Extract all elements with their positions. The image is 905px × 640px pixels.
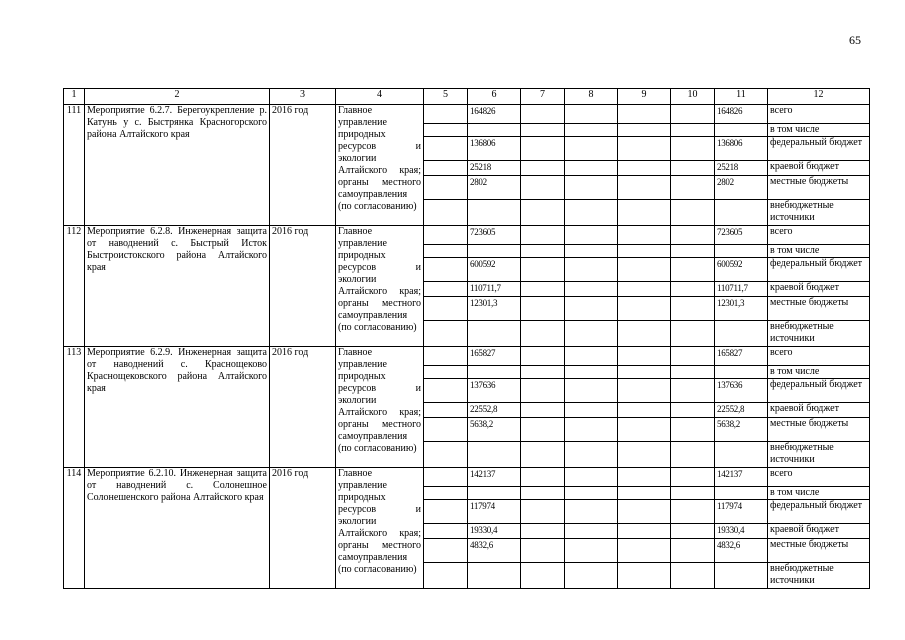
col9-cell — [618, 379, 671, 403]
col5-cell — [424, 418, 468, 442]
row-number: 114 — [64, 468, 85, 589]
table-row — [64, 226, 870, 245]
col11-amount — [715, 442, 768, 468]
col10-cell — [671, 137, 715, 161]
event-name: Мероприятие 6.2.8. Инженерная защита от наводнений с. Быстрый Исток Быстроистокского района Алтайского края — [85, 226, 270, 347]
col7-cell — [521, 403, 565, 418]
col6-amount: 2802 — [468, 176, 521, 200]
col7-cell — [521, 321, 565, 347]
col5-cell — [424, 321, 468, 347]
col6-amount: 117974 — [468, 500, 521, 524]
funding-source: в том числе — [768, 366, 870, 379]
page-number: 65 — [849, 33, 861, 47]
col10-cell — [671, 105, 715, 124]
col11-amount — [715, 321, 768, 347]
col6-amount: 723605 — [468, 226, 521, 245]
col9-cell — [618, 487, 671, 500]
funding-source: внебюджетные источники — [768, 200, 870, 226]
col11-amount — [715, 124, 768, 137]
col11-amount: 164826 — [715, 105, 768, 124]
funding-source: всего — [768, 105, 870, 124]
col7-cell — [521, 500, 565, 524]
col9-cell — [618, 563, 671, 589]
col8-cell — [565, 161, 618, 176]
row-number: 112 — [64, 226, 85, 347]
col6-amount — [468, 124, 521, 137]
col10-cell — [671, 200, 715, 226]
col8-cell — [565, 124, 618, 137]
col9-cell — [618, 161, 671, 176]
header-cell: 12 — [768, 89, 870, 105]
col10-cell — [671, 124, 715, 137]
col7-cell — [521, 487, 565, 500]
col8-cell — [565, 442, 618, 468]
col5-cell — [424, 563, 468, 589]
event-name: Мероприятие 6.2.10. Инженерная защита от наводнений с. Солонешное Солонешенского района Алтайского края — [85, 468, 270, 589]
col8-cell — [565, 500, 618, 524]
header-cell: 3 — [270, 89, 336, 105]
table-row — [64, 105, 870, 124]
col9-cell — [618, 468, 671, 487]
header-cell: 1 — [64, 89, 85, 105]
col5-cell — [424, 176, 468, 200]
col5-cell — [424, 226, 468, 245]
col7-cell — [521, 563, 565, 589]
col8-cell — [565, 258, 618, 282]
col6-amount — [468, 245, 521, 258]
col9-cell — [618, 200, 671, 226]
col10-cell — [671, 418, 715, 442]
col10-cell — [671, 500, 715, 524]
col6-amount: 137636 — [468, 379, 521, 403]
col11-amount — [715, 366, 768, 379]
col7-cell — [521, 366, 565, 379]
col9-cell — [618, 403, 671, 418]
col8-cell — [565, 321, 618, 347]
col8-cell — [565, 226, 618, 245]
funding-source: в том числе — [768, 245, 870, 258]
col5-cell — [424, 105, 468, 124]
col8-cell — [565, 524, 618, 539]
funding-source: всего — [768, 347, 870, 366]
col11-amount: 4832,6 — [715, 539, 768, 563]
event-executor: Главное управление природных ресурсов и экологии Алтайского края; органы местного самоуправления (по согласованию) — [336, 468, 424, 589]
event-year: 2016 год — [270, 468, 336, 589]
col5-cell — [424, 200, 468, 226]
header-cell: 5 — [424, 89, 468, 105]
col6-amount — [468, 200, 521, 226]
col8-cell — [565, 366, 618, 379]
header-cell: 7 — [521, 89, 565, 105]
col8-cell — [565, 468, 618, 487]
col9-cell — [618, 297, 671, 321]
col11-amount: 142137 — [715, 468, 768, 487]
col11-amount: 25218 — [715, 161, 768, 176]
header-cell: 8 — [565, 89, 618, 105]
col8-cell — [565, 137, 618, 161]
col10-cell — [671, 468, 715, 487]
budget-table — [63, 88, 870, 589]
funding-source: местные бюджеты — [768, 418, 870, 442]
col8-cell — [565, 487, 618, 500]
col8-cell — [565, 379, 618, 403]
col8-cell — [565, 105, 618, 124]
col8-cell — [565, 539, 618, 563]
col7-cell — [521, 258, 565, 282]
col10-cell — [671, 176, 715, 200]
col6-amount: 12301,3 — [468, 297, 521, 321]
col7-cell — [521, 161, 565, 176]
col6-amount: 25218 — [468, 161, 521, 176]
col9-cell — [618, 321, 671, 347]
header-cell: 11 — [715, 89, 768, 105]
col6-amount — [468, 563, 521, 589]
col11-amount — [715, 563, 768, 589]
col8-cell — [565, 347, 618, 366]
col8-cell — [565, 176, 618, 200]
col6-amount: 22552,8 — [468, 403, 521, 418]
col9-cell — [618, 245, 671, 258]
funding-source: в том числе — [768, 124, 870, 137]
col5-cell — [424, 282, 468, 297]
col9-cell — [618, 539, 671, 563]
col5-cell — [424, 468, 468, 487]
funding-source: краевой бюджет — [768, 282, 870, 297]
col7-cell — [521, 245, 565, 258]
header-cell: 6 — [468, 89, 521, 105]
col9-cell — [618, 418, 671, 442]
col5-cell — [424, 366, 468, 379]
col9-cell — [618, 137, 671, 161]
funding-source: краевой бюджет — [768, 161, 870, 176]
col9-cell — [618, 258, 671, 282]
col7-cell — [521, 524, 565, 539]
col10-cell — [671, 379, 715, 403]
col5-cell — [424, 347, 468, 366]
event-name: Мероприятие 6.2.9. Инженерная защита от наводнений с. Краснощеково Краснощековского района Алтайского края — [85, 347, 270, 468]
col8-cell — [565, 200, 618, 226]
funding-source: внебюджетные источники — [768, 321, 870, 347]
event-executor: Главное управление природных ресурсов и экологии Алтайского края; органы местного самоуправления (по согласованию) — [336, 105, 424, 226]
event-year: 2016 год — [270, 347, 336, 468]
col8-cell — [565, 418, 618, 442]
col7-cell — [521, 226, 565, 245]
col6-amount: 164826 — [468, 105, 521, 124]
col11-amount: 110711,7 — [715, 282, 768, 297]
col10-cell — [671, 403, 715, 418]
col5-cell — [424, 500, 468, 524]
col7-cell — [521, 379, 565, 403]
col10-cell — [671, 524, 715, 539]
event-year: 2016 год — [270, 105, 336, 226]
funding-source: местные бюджеты — [768, 539, 870, 563]
col7-cell — [521, 347, 565, 366]
col11-amount: 600592 — [715, 258, 768, 282]
funding-source: местные бюджеты — [768, 297, 870, 321]
col6-amount: 5638,2 — [468, 418, 521, 442]
event-executor: Главное управление природных ресурсов и экологии Алтайского края; органы местного самоуправления (по согласованию) — [336, 347, 424, 468]
col7-cell — [521, 297, 565, 321]
col11-amount: 137636 — [715, 379, 768, 403]
col5-cell — [424, 245, 468, 258]
col7-cell — [521, 539, 565, 563]
table-header — [64, 89, 870, 105]
col9-cell — [618, 500, 671, 524]
col11-amount — [715, 200, 768, 226]
col11-amount: 165827 — [715, 347, 768, 366]
col10-cell — [671, 442, 715, 468]
col10-cell — [671, 347, 715, 366]
col7-cell — [521, 105, 565, 124]
col9-cell — [618, 442, 671, 468]
funding-source: федеральный бюджет — [768, 258, 870, 282]
funding-source: внебюджетные источники — [768, 563, 870, 589]
col9-cell — [618, 282, 671, 297]
col10-cell — [671, 297, 715, 321]
col11-amount: 2802 — [715, 176, 768, 200]
funding-source: федеральный бюджет — [768, 379, 870, 403]
col8-cell — [565, 282, 618, 297]
row-number: 113 — [64, 347, 85, 468]
col7-cell — [521, 200, 565, 226]
funding-source: краевой бюджет — [768, 524, 870, 539]
col10-cell — [671, 245, 715, 258]
col6-amount — [468, 487, 521, 500]
col5-cell — [424, 379, 468, 403]
col8-cell — [565, 297, 618, 321]
col6-amount: 110711,7 — [468, 282, 521, 297]
col9-cell — [618, 347, 671, 366]
col5-cell — [424, 442, 468, 468]
col7-cell — [521, 282, 565, 297]
col8-cell — [565, 563, 618, 589]
col10-cell — [671, 161, 715, 176]
col10-cell — [671, 366, 715, 379]
col9-cell — [618, 226, 671, 245]
col7-cell — [521, 468, 565, 487]
col6-amount — [468, 321, 521, 347]
col5-cell — [424, 258, 468, 282]
row-number: 111 — [64, 105, 85, 226]
col6-amount: 165827 — [468, 347, 521, 366]
funding-source: всего — [768, 226, 870, 245]
col10-cell — [671, 321, 715, 347]
col5-cell — [424, 487, 468, 500]
col11-amount — [715, 245, 768, 258]
col10-cell — [671, 258, 715, 282]
col7-cell — [521, 442, 565, 468]
col6-amount: 600592 — [468, 258, 521, 282]
col6-amount: 4832,6 — [468, 539, 521, 563]
col9-cell — [618, 366, 671, 379]
col10-cell — [671, 282, 715, 297]
col6-amount: 19330,4 — [468, 524, 521, 539]
col5-cell — [424, 403, 468, 418]
table-row — [64, 468, 870, 487]
col7-cell — [521, 137, 565, 161]
col10-cell — [671, 226, 715, 245]
event-executor: Главное управление природных ресурсов и экологии Алтайского края; органы местного самоуправления (по согласованию) — [336, 226, 424, 347]
table-row — [64, 347, 870, 366]
col8-cell — [565, 403, 618, 418]
col9-cell — [618, 105, 671, 124]
funding-source: федеральный бюджет — [768, 500, 870, 524]
col10-cell — [671, 487, 715, 500]
header-cell: 10 — [671, 89, 715, 105]
col11-amount: 12301,3 — [715, 297, 768, 321]
col6-amount: 142137 — [468, 468, 521, 487]
col9-cell — [618, 524, 671, 539]
col5-cell — [424, 124, 468, 137]
col11-amount: 723605 — [715, 226, 768, 245]
col5-cell — [424, 161, 468, 176]
col7-cell — [521, 176, 565, 200]
col11-amount — [715, 487, 768, 500]
col5-cell — [424, 539, 468, 563]
header-cell: 4 — [336, 89, 424, 105]
col11-amount: 5638,2 — [715, 418, 768, 442]
funding-source: федеральный бюджет — [768, 137, 870, 161]
header-cell: 9 — [618, 89, 671, 105]
event-year: 2016 год — [270, 226, 336, 347]
funding-source: всего — [768, 468, 870, 487]
header-cell: 2 — [85, 89, 270, 105]
col11-amount: 136806 — [715, 137, 768, 161]
col7-cell — [521, 418, 565, 442]
col7-cell — [521, 124, 565, 137]
col6-amount: 136806 — [468, 137, 521, 161]
funding-source: местные бюджеты — [768, 176, 870, 200]
col5-cell — [424, 137, 468, 161]
col10-cell — [671, 563, 715, 589]
col9-cell — [618, 176, 671, 200]
funding-source: краевой бюджет — [768, 403, 870, 418]
funding-source: внебюджетные источники — [768, 442, 870, 468]
col6-amount — [468, 442, 521, 468]
col9-cell — [618, 124, 671, 137]
funding-source: в том числе — [768, 487, 870, 500]
event-name: Мероприятие 6.2.7. Берегоукрепление р. Катунь у с. Быстрянка Красногорского района Алтайского края — [85, 105, 270, 226]
table-body — [64, 105, 870, 589]
col11-amount: 117974 — [715, 500, 768, 524]
col5-cell — [424, 297, 468, 321]
col5-cell — [424, 524, 468, 539]
col11-amount: 19330,4 — [715, 524, 768, 539]
col11-amount: 22552,8 — [715, 403, 768, 418]
col8-cell — [565, 245, 618, 258]
col10-cell — [671, 539, 715, 563]
col6-amount — [468, 366, 521, 379]
